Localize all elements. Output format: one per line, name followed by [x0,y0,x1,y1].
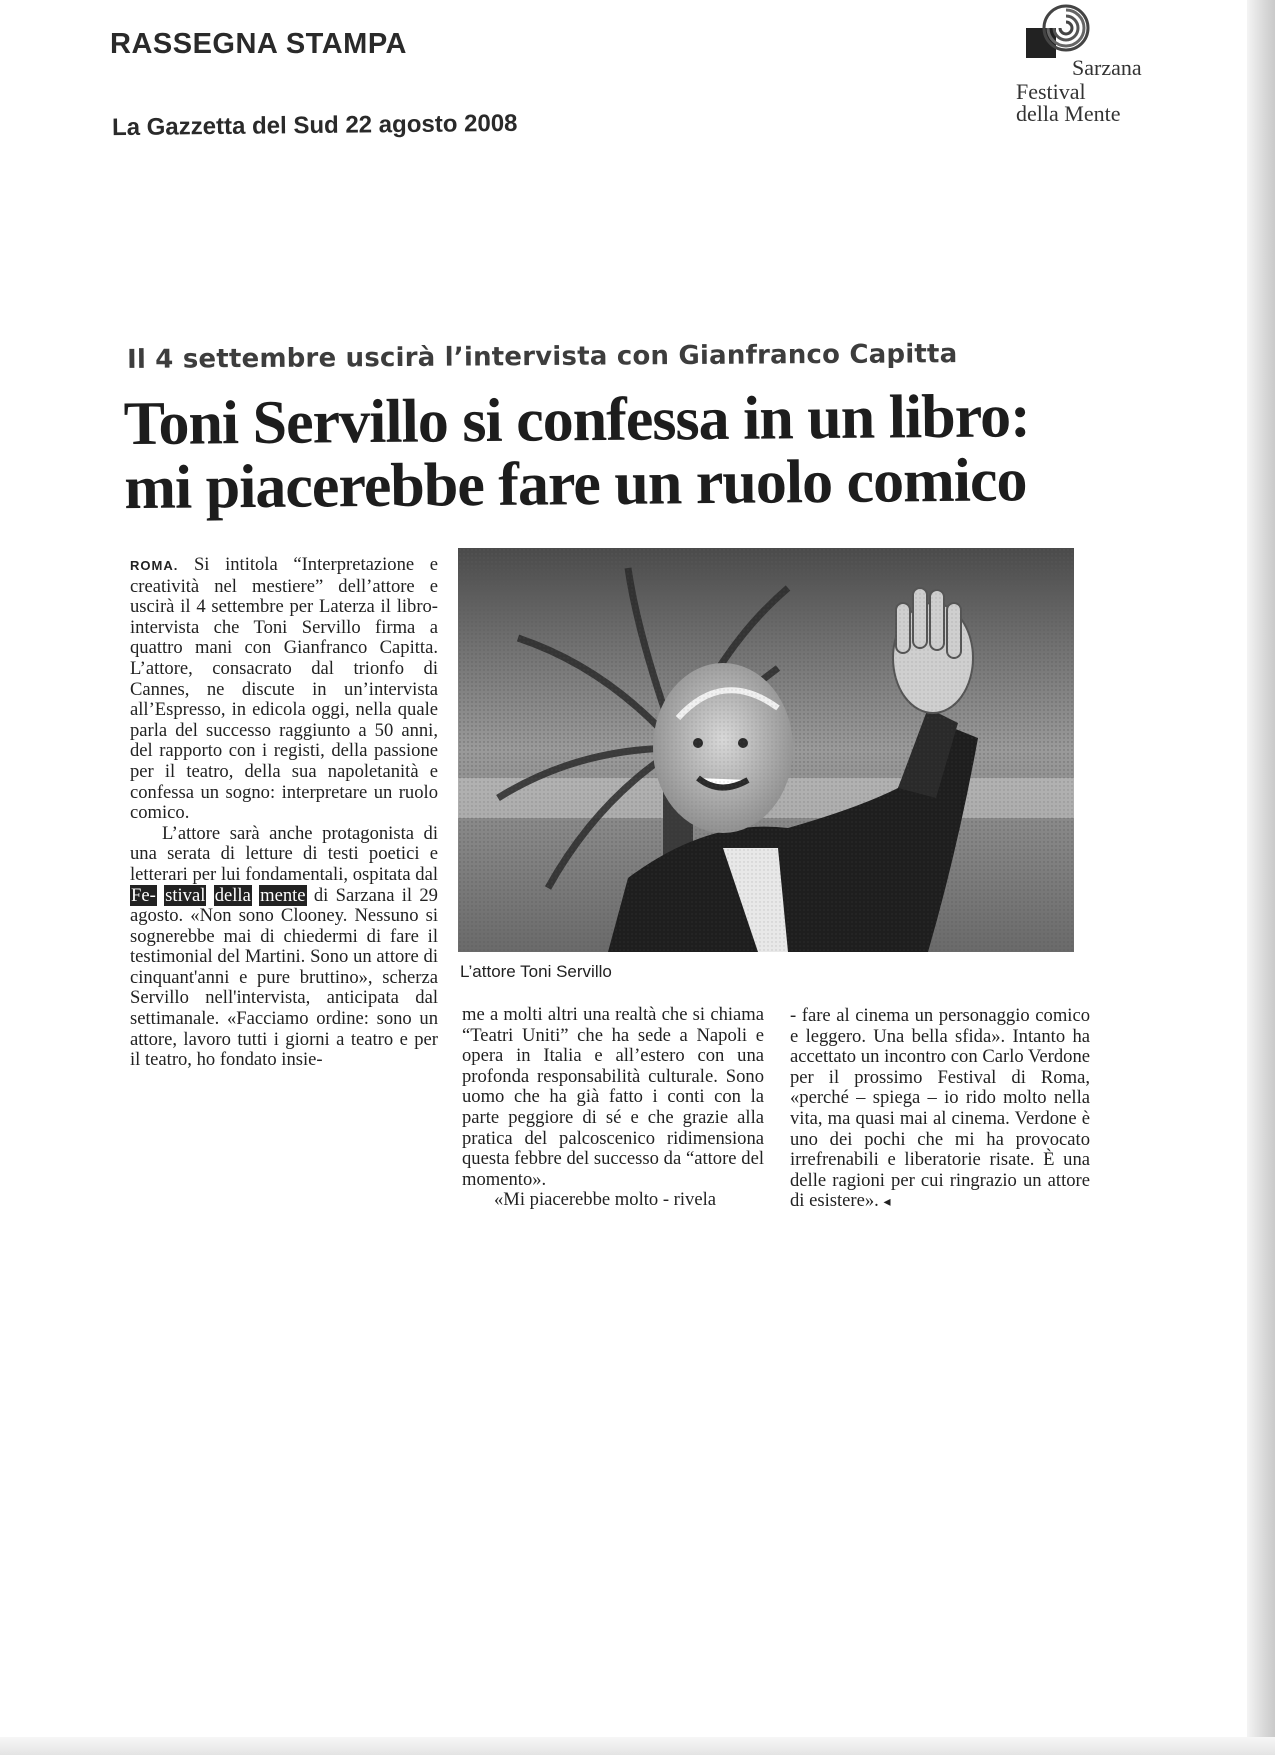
paragraph-2-text-after: di Sarzana il 29 agosto. «Non sono Clooney. Nessuno si sognerebbe mai di chiedermi di fare il testimonial del Martini. Sono un attore di cinquant'anni e pure bruttino», scherza Servillo nell'intervista, anticipata dal settimanale. «Facciamo ordine: sono un attore, lavoro tutti i giorni a teatro e per il teatro, ho fondato insie- [130,884,438,1071]
paragraph-2-text-before: L’attore sarà anche protagonista di una serata di letture di testi poetici e letterari per lui fondamentali, ospitata dal [130,822,438,885]
logo-della-mente: della Mente [1016,101,1121,126]
column-2-paragraph-2: «Mi piacerebbe molto - rivela [494,1189,717,1211]
article-column-1 [130,555,438,1071]
highlight-festival-2: stival [165,884,206,906]
logo-festival: Festival [1016,79,1086,104]
article-paragraph-2 [130,824,438,1071]
article-paragraph-1 [130,555,438,824]
article-headline: Toni Servillo si confessa in un libro: mi piacerebbe fare un ruolo comico [123,382,1031,523]
press-review-title: RASSEGNA STAMPA [110,28,407,60]
logo-sarzana: Sarzana [1072,55,1142,80]
festival-logo [1010,4,1160,134]
scan-bottom-edge [0,1737,1275,1755]
paragraph-1-text: Si intitola “Interpretazione e creatività nel mestiere” dell’attore e uscirà il 4 settembre per Laterza il libro-intervista che Toni Servillo firma a quattro mani con Gianfranco Capitta. L’attore, consacrato dal trionfo di Cannes, ne discute in un’intervista all’Espresso, in edicola oggi, nella quale parla del successo raggiunto a 50 anni, del rapporto con i registi, della passione per il teatro, della sua napoletanità e confessa un sogno: interpretare un ruolo comico. [130,554,438,824]
photo-caption: L’attore Toni Servillo [460,962,612,981]
article-photo [458,548,1074,952]
highlight-della: della [214,884,251,906]
photo-image [458,548,1074,952]
column-3-text: - fare al cinema un personaggio comico e leggero. Una bella sfida». Intanto ha accettato un incontro con Carlo Verdone per il prossimo Festival di Roma, «perché – spiega – io rido molto nella vita, ma quasi mai al cinema. Verdone è uno dei pochi che mi ha provocato irrefrenabili e liberatorie risate. È una delle ragioni per cui ringrazio un attore di esistere». [790,1005,1090,1212]
scan-edge [1247,0,1275,1755]
end-mark-icon: ◂ [883,1195,891,1211]
article-column-2 [462,1005,764,1211]
highlight-mente: mente [260,884,306,906]
dateline: ROMA. [130,558,179,573]
article-column-3 [790,1006,1090,1214]
newspaper-source: La Gazzetta del Sud 22 agosto 2008 [111,109,518,142]
column-2-paragraph-1: me a molti altri una realtà che si chiama “Teatri Uniti” che ha sede a Napoli e opera in Italia e all’estero con una profonda responsabilità culturale. Sono uomo che ha già fatto i conti con la parte peggiore di sé e che grazie alla pratica del palcoscenico ridimensiona questa febbre del successo da “attore del momento». [462,1004,764,1190]
highlight-festival-1: Fe- [131,884,156,906]
article-kicker: Il 4 settembre uscirà l’intervista con Gianfranco Capitta [126,339,958,375]
column-3-paragraph-1 [790,1006,1090,1214]
